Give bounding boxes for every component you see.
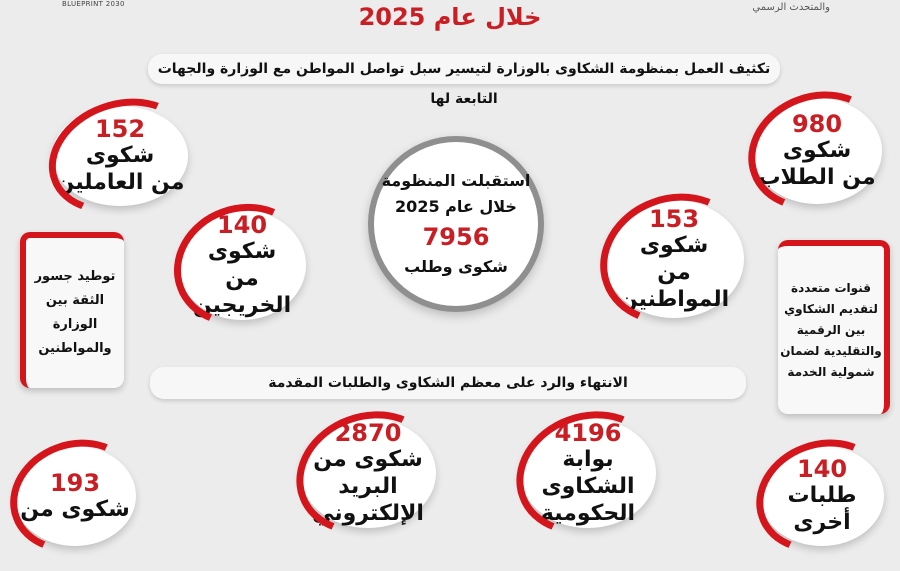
stat-label: الحكومية: [540, 500, 636, 526]
stat-label: طلبات أخرى: [787, 483, 857, 535]
trust-card: [20, 232, 124, 388]
trust-card-text: توطيد جسور الثقة بين الوزارة والمواطنين: [34, 269, 116, 356]
stat-circle-workers: [52, 106, 188, 206]
stat-value: 980: [791, 110, 843, 138]
stat-circle-portal: [520, 418, 656, 528]
stat-label: من العاملين: [55, 170, 185, 195]
center-line3: شكوى وطلب: [404, 257, 508, 276]
center-total: 7956: [422, 223, 490, 251]
stat-value: 153: [648, 204, 700, 233]
stat-value: 140: [216, 210, 268, 239]
logo-right-text: والمتحدث الرسمي: [752, 2, 830, 13]
stat-value: 152: [94, 115, 146, 143]
stat-circle-students: [752, 98, 882, 204]
stat-circle-193: [14, 446, 136, 546]
stat-label: من المواطنين: [618, 259, 730, 312]
logo-left-text: BLUEPRINT 2030: [62, 0, 125, 8]
top-banner: تكثيف العمل بمنظومة الشكاوى بالوزارة لتيسير سبل تواصل المواطن مع الوزارة والجهات التابعة لها: [148, 54, 780, 84]
stat-circle-graduates: [178, 210, 306, 320]
channels-card-text: قنوات متعددة لتقديم الشكاوي بين الرقمية والتقليدية لضمان شمولية الخدمة: [780, 280, 882, 379]
stat-value: 193: [49, 468, 101, 497]
stat-label: شكوى: [207, 238, 277, 264]
stat-circle-email: [300, 418, 436, 528]
stat-label: من الطلاب: [758, 165, 876, 190]
stat-value: 140: [796, 455, 848, 483]
stat-label: البريد الإلكتروني: [312, 473, 424, 526]
stat-label: من الخريجين: [192, 265, 292, 318]
total-complaints-circle: [368, 136, 544, 312]
stat-label: شكوى من: [313, 446, 423, 472]
stat-circle-citizens: [604, 200, 744, 318]
stat-circle-other: [760, 446, 884, 546]
middle-banner: الانتهاء والرد على معظم الشكاوى والطلبات المقدمة: [150, 367, 746, 399]
channels-card: [778, 240, 890, 414]
center-line2: خلال عام 2025: [395, 197, 517, 216]
stat-label: شكوى من: [20, 496, 130, 522]
stat-label: شكوى: [782, 138, 852, 163]
center-line1: استقبلت المنظومة: [381, 171, 531, 190]
page-title: خلال عام 2025: [358, 3, 542, 31]
stat-value: 2870: [334, 418, 402, 447]
stat-value: 4196: [554, 418, 622, 447]
stat-label: شكوى: [85, 143, 155, 168]
stat-label: بوابة الشكاوى: [541, 446, 635, 499]
stat-label: شكوى: [639, 232, 709, 258]
